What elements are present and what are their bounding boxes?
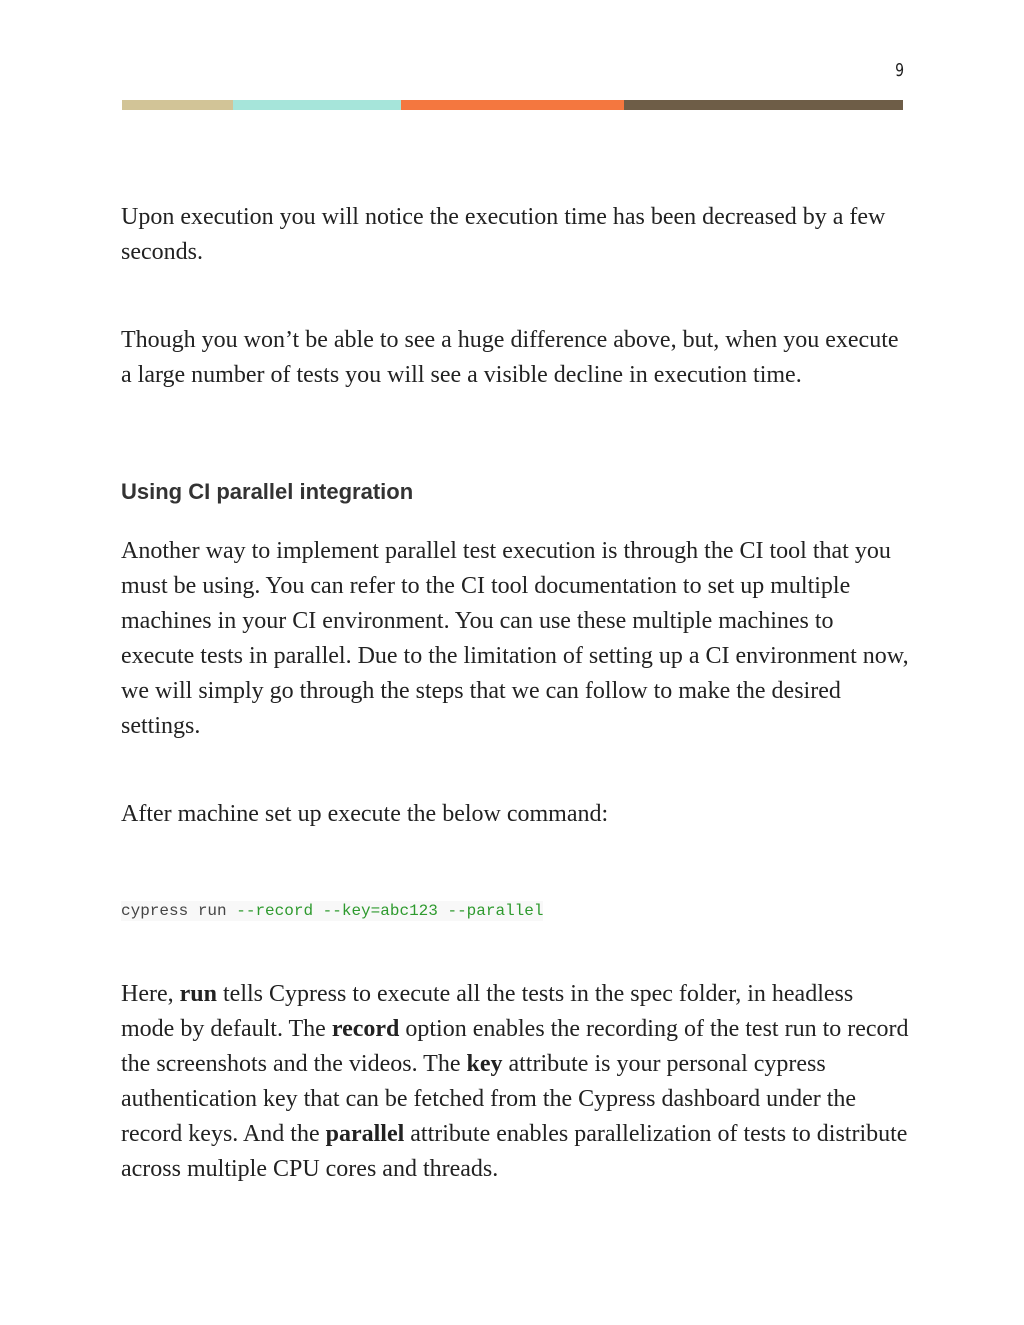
color-bar-segment-4 [624, 100, 903, 110]
text-span: Here, [121, 981, 180, 1007]
paragraph-command-intro: After machine set up execute the below command: [121, 801, 609, 827]
page-number: 9 [895, 60, 904, 81]
text-span: option enables the recording of the test run to record the screenshots and the videos. The [121, 1016, 909, 1077]
bold-term-record: record [331, 1016, 400, 1042]
header-color-bar [122, 100, 903, 110]
text-span: attribute is your personal cypress authentication key that can be fetched from the Cypress dashboard under the record keys. And the [121, 1051, 857, 1147]
text-span: tells Cypress to execute all the tests in the spec folder, in headless mode by default. The [121, 981, 854, 1042]
paragraph-visible-decline: Though you won’t be able to see a huge difference above, but, when you execute a large number of tests you will see a visible decline in execution time. [121, 327, 899, 388]
code-command: cypress run [121, 902, 227, 920]
paragraph-explanation [121, 977, 911, 1187]
bold-term-parallel: parallel [325, 1121, 405, 1147]
code-flags: --record --key=abc123 --parallel [236, 902, 544, 920]
color-bar-segment-1 [122, 100, 233, 110]
paragraph-execution-time: Upon execution you will notice the execution time has been decreased by a few seconds. [121, 204, 886, 265]
bold-term-run: run [179, 981, 217, 1007]
bold-term-key: key [466, 1051, 503, 1077]
text-span: attribute enables parallelization of tests to distribute across multiple CPU cores and threads. [121, 1121, 908, 1182]
code-snippet [121, 901, 543, 921]
section-heading: Using CI parallel integration [121, 479, 414, 504]
color-bar-segment-3 [401, 100, 624, 110]
color-bar-segment-2 [233, 100, 401, 110]
paragraph-ci-tool: Another way to implement parallel test execution is through the CI tool that you must be using. You can refer to the CI tool documentation to set up multiple machines in your CI environment. You can use these multiple machines to execute tests in parallel. Due to the limitation of setting up a CI environment now, we will simply go through the steps that we can follow to make the desired settings. [121, 538, 909, 739]
